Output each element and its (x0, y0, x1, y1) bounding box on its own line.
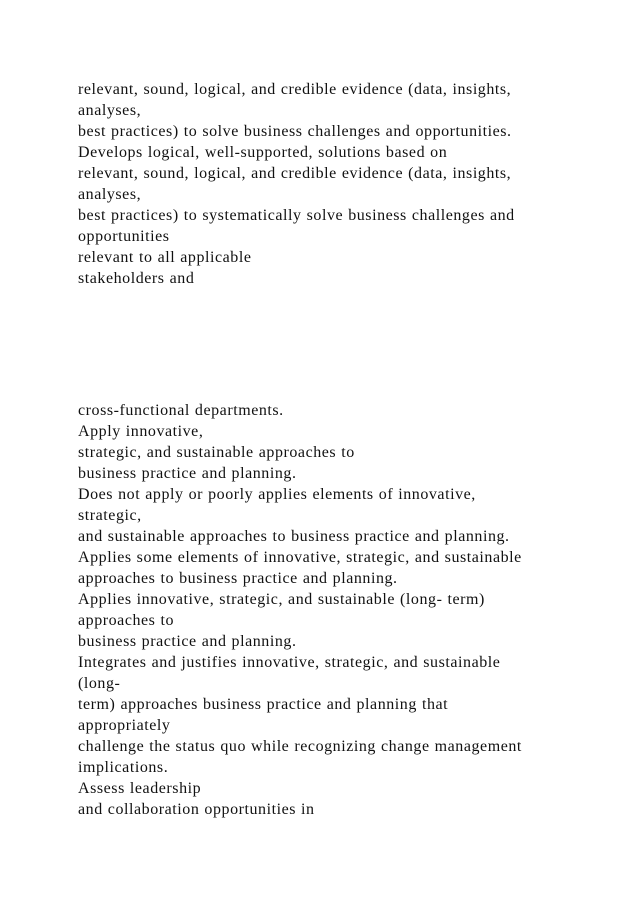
text-line: relevant to all applicable (78, 249, 252, 266)
text-line: Assess leadership (78, 780, 202, 797)
text-line: challenge the status quo while recognizing change management (78, 738, 522, 755)
text-line: appropriately (78, 717, 171, 734)
text-line: relevant, sound, logical, and credible evidence (data, insights, (78, 165, 512, 182)
text-line: strategic, (78, 507, 142, 524)
text-line: strategic, and sustainable approaches to (78, 444, 355, 461)
text-line: approaches to business practice and planning. (78, 570, 398, 587)
text-line: analyses, (78, 186, 142, 203)
text-line: and collaboration opportunities in (78, 801, 315, 818)
text-line: Applies some elements of innovative, strategic, and sustainable (78, 549, 522, 566)
text-line: Does not apply or poorly applies elements of innovative, (78, 486, 476, 503)
text-line: Integrates and justifies innovative, strategic, and sustainable (78, 654, 501, 671)
text-line: Apply innovative, (78, 423, 204, 440)
text-line: implications. (78, 759, 169, 776)
text-line: business practice and planning. (78, 465, 297, 482)
text-line: best practices) to systematically solve business challenges and (78, 207, 515, 224)
text-line: Develops logical, well-supported, solutions based on (78, 144, 448, 161)
text-line: and sustainable approaches to business practice and planning. (78, 528, 510, 545)
text-line: business practice and planning. (78, 633, 297, 650)
text-block-top (78, 79, 618, 289)
text-line: opportunities (78, 228, 170, 245)
text-line: Applies innovative, strategic, and sustainable (long- term) (78, 591, 485, 608)
text-line: term) approaches business practice and planning that (78, 696, 449, 713)
text-line: stakeholders and (78, 270, 195, 287)
text-line: approaches to (78, 612, 175, 629)
text-line: (long- (78, 675, 121, 692)
text-line: cross-functional departments. (78, 402, 284, 419)
text-line: relevant, sound, logical, and credible evidence (data, insights, (78, 81, 512, 98)
text-line: best practices) to solve business challenges and opportunities. (78, 123, 512, 140)
text-line: analyses, (78, 102, 142, 119)
text-block-bottom (78, 400, 618, 820)
